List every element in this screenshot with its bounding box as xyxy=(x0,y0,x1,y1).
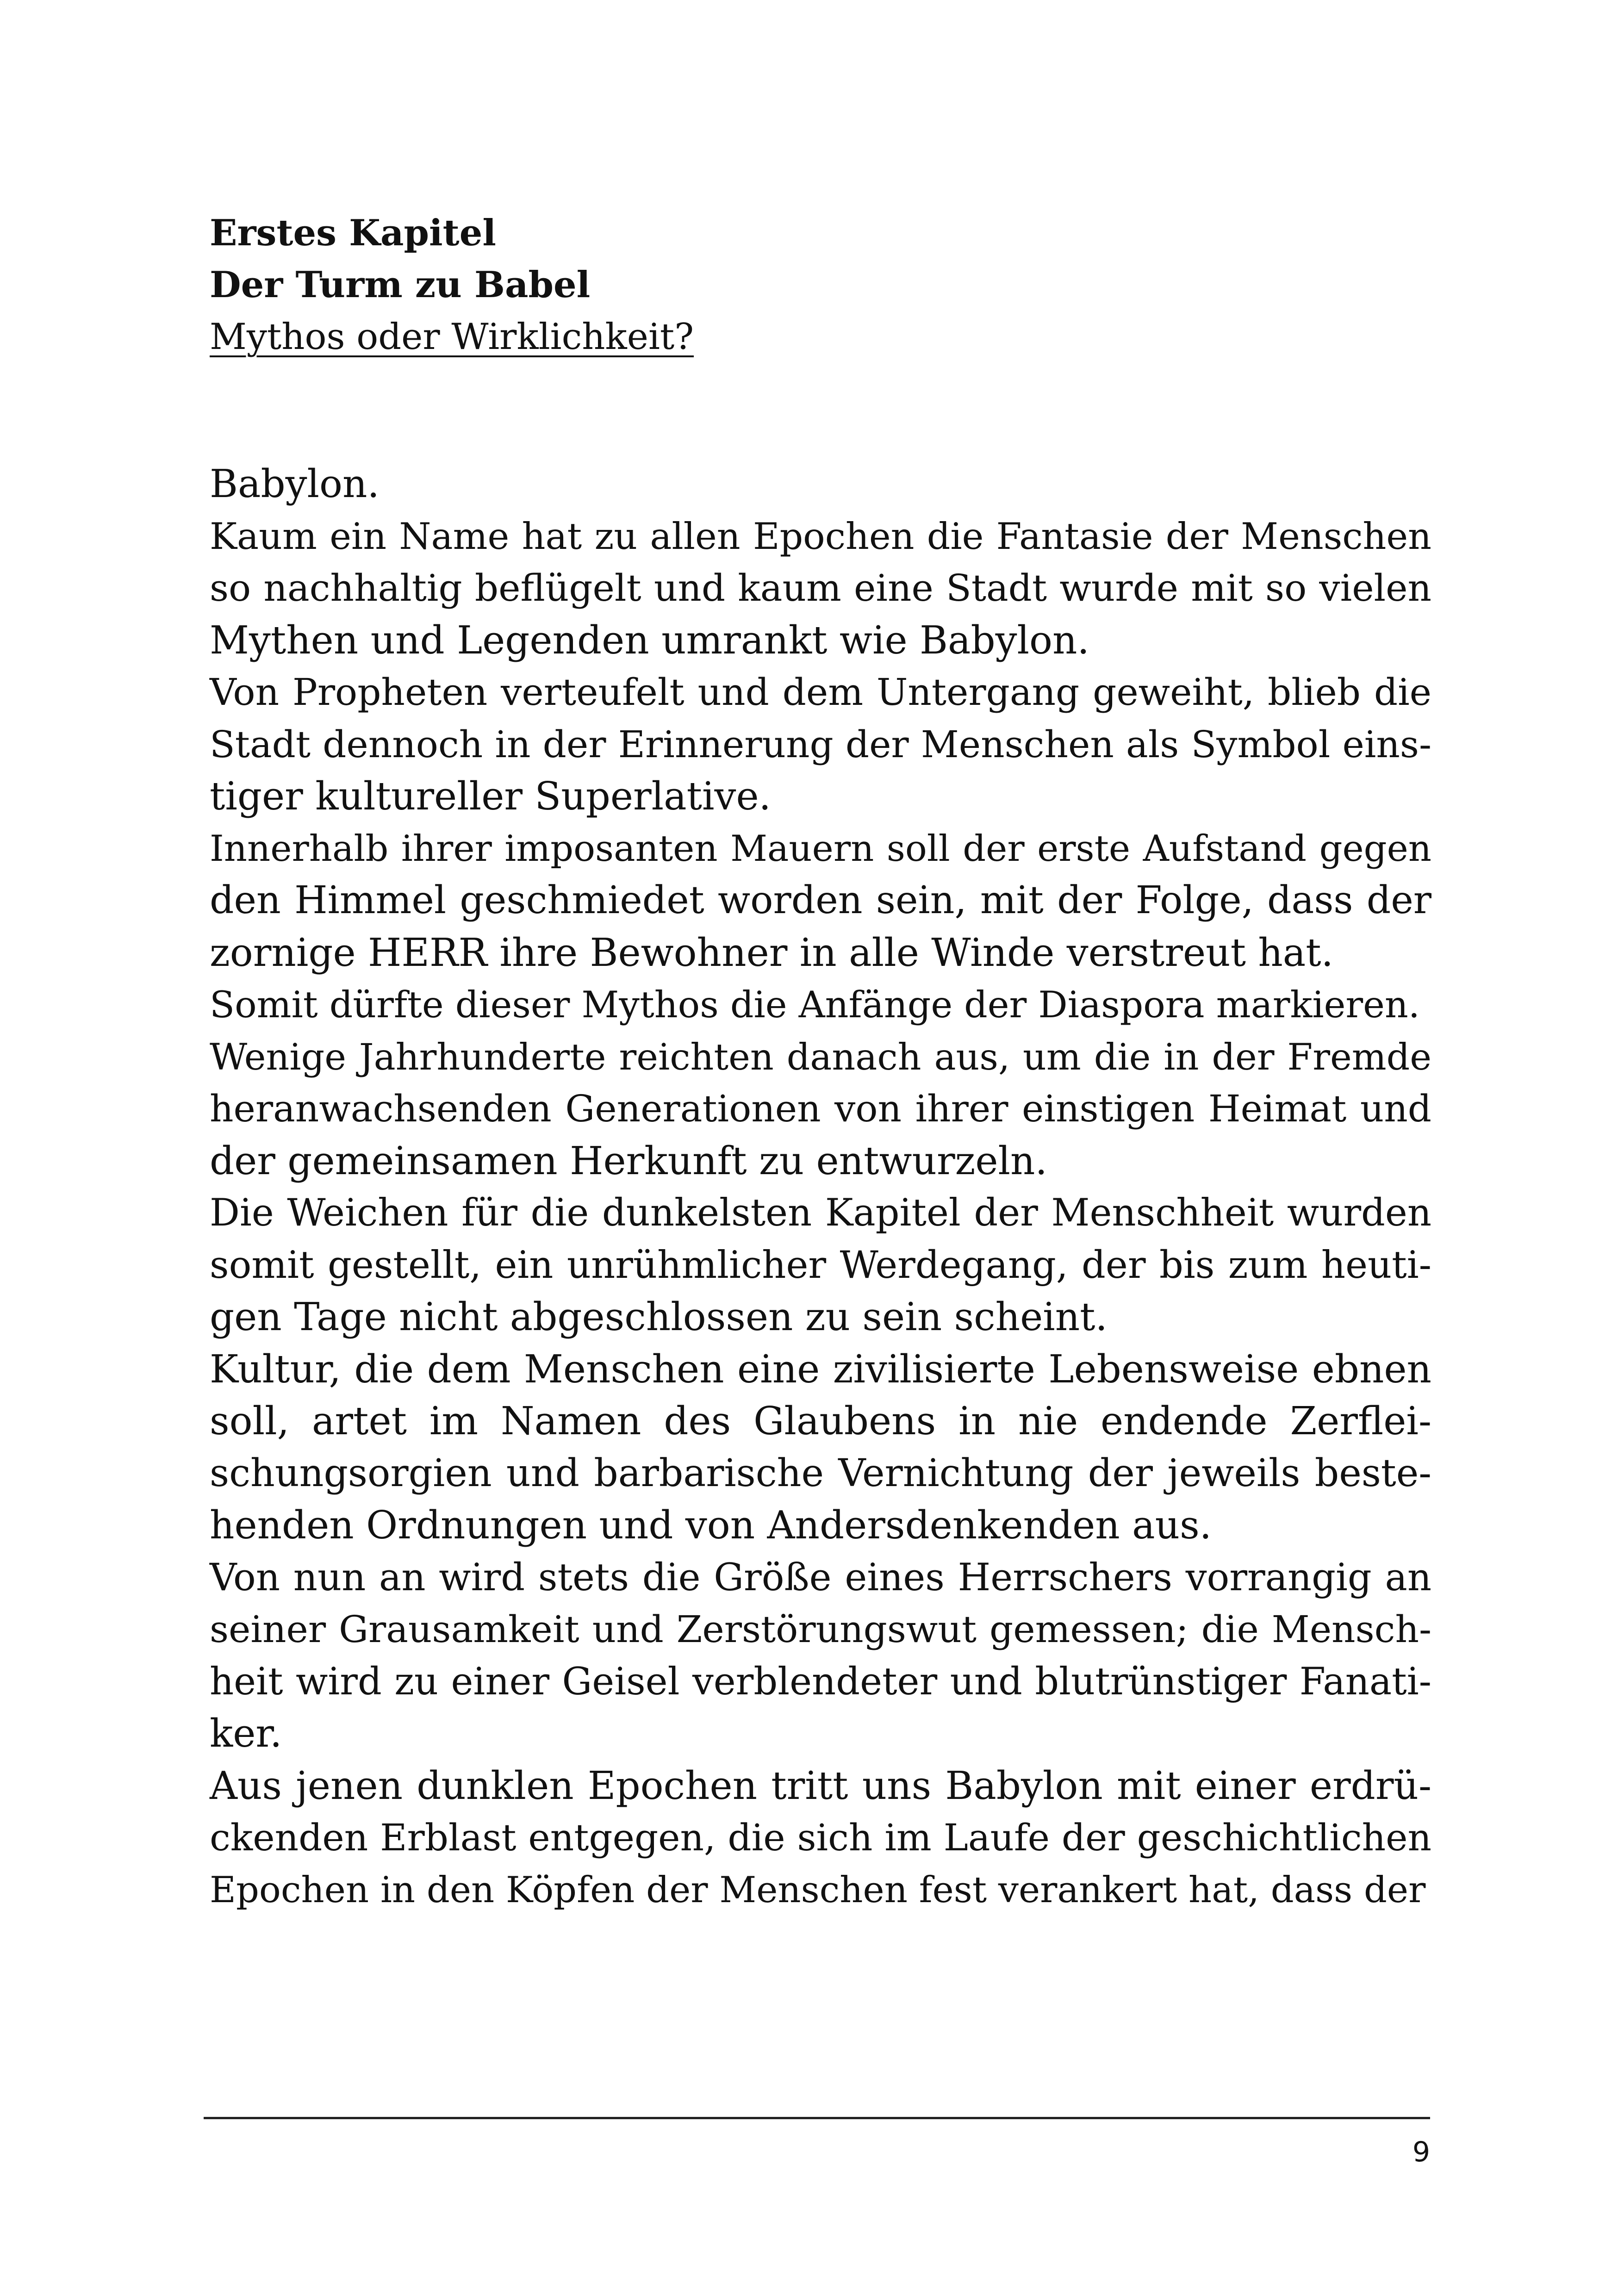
text-line: ckenden Erblast entgegen, die sich im Laufe der geschichtlichen xyxy=(210,1816,1431,1859)
footer-divider xyxy=(204,2117,1430,2119)
text-line: gen Tage nicht abgeschlossen zu sein scheint. xyxy=(210,1294,1108,1339)
text-line: Von nun an wird stets die Größe eines Herrschers vorrangig an xyxy=(210,1556,1431,1599)
text-line: Stadt dennoch in der Erinnerung der Menschen als Symbol eins- xyxy=(210,722,1431,766)
chapter-heading xyxy=(210,207,1431,363)
text-line: schungsorgien und barbarische Vernichtung der jeweils beste- xyxy=(210,1451,1431,1495)
text-line: soll, artet im Namen des Glaubens in nie endende Zerflei- xyxy=(210,1399,1431,1444)
text-line: heit wird zu einer Geisel verblendeter und blutrünstiger Fanati- xyxy=(210,1660,1431,1704)
text-line: Kultur, die dem Menschen eine zivilisierte Lebensweise ebnen xyxy=(210,1346,1431,1392)
text-line: Von Propheten verteufelt und dem Untergang geweiht, blieb die xyxy=(210,671,1431,714)
text-line: Die Weichen für die dunkelsten Kapitel der Menschheit wurden xyxy=(210,1191,1431,1235)
text-line: somit gestellt, ein unrühmlicher Werdegang, der bis zum heuti- xyxy=(210,1243,1431,1287)
text-line: so nachhaltig beflügelt und kaum eine Stadt wurde mit so vielen xyxy=(210,566,1431,610)
text-line: Innerhalb ihrer imposanten Mauern soll der erste Aufstand gegen xyxy=(210,828,1431,870)
body-text xyxy=(210,458,1431,1916)
text-line: henden Ordnungen und von Andersdenkenden aus. xyxy=(210,1503,1212,1548)
text-line: den Himmel geschmiedet worden sein, mit der Folge, dass der xyxy=(210,878,1431,922)
text-line: Babylon. xyxy=(210,461,380,506)
chapter-title: Der Turm zu Babel xyxy=(210,264,591,306)
text-line: heranwachsenden Generationen von ihrer einstigen Heimat und xyxy=(210,1087,1431,1130)
text-line: Kaum ein Name hat zu allen Epochen die Fantasie der Menschen xyxy=(210,515,1431,558)
text-line: der gemeinsamen Herkunft zu entwurzeln. xyxy=(210,1138,1047,1183)
text-line: zornige HERR ihre Bewohner in alle Winde verstreut hat. xyxy=(210,930,1333,975)
page-number: 9 xyxy=(1412,2136,1430,2168)
text-line: Epochen in den Köpfen der Menschen fest verankert hat, dass der xyxy=(210,1869,1426,1911)
text-line: Mythen und Legenden umrankt wie Babylon. xyxy=(210,617,1089,663)
text-line: Somit dürfte dieser Mythos die Anfänge der Diaspora markieren. xyxy=(210,983,1420,1026)
chapter-label: Erstes Kapitel xyxy=(210,212,496,254)
chapter-subtitle: Mythos oder Wirklichkeit? xyxy=(210,316,694,358)
text-line: Wenige Jahrhunderte reichten danach aus, um die in der Fremde xyxy=(210,1035,1431,1078)
text-line: ker. xyxy=(210,1711,282,1756)
text-line: Aus jenen dunklen Epochen tritt uns Babylon mit einer erdrü- xyxy=(210,1763,1431,1808)
text-line: seiner Grausamkeit und Zerstörungswut gemessen; die Mensch- xyxy=(210,1608,1431,1651)
text-line: tiger kultureller Superlative. xyxy=(210,774,771,819)
